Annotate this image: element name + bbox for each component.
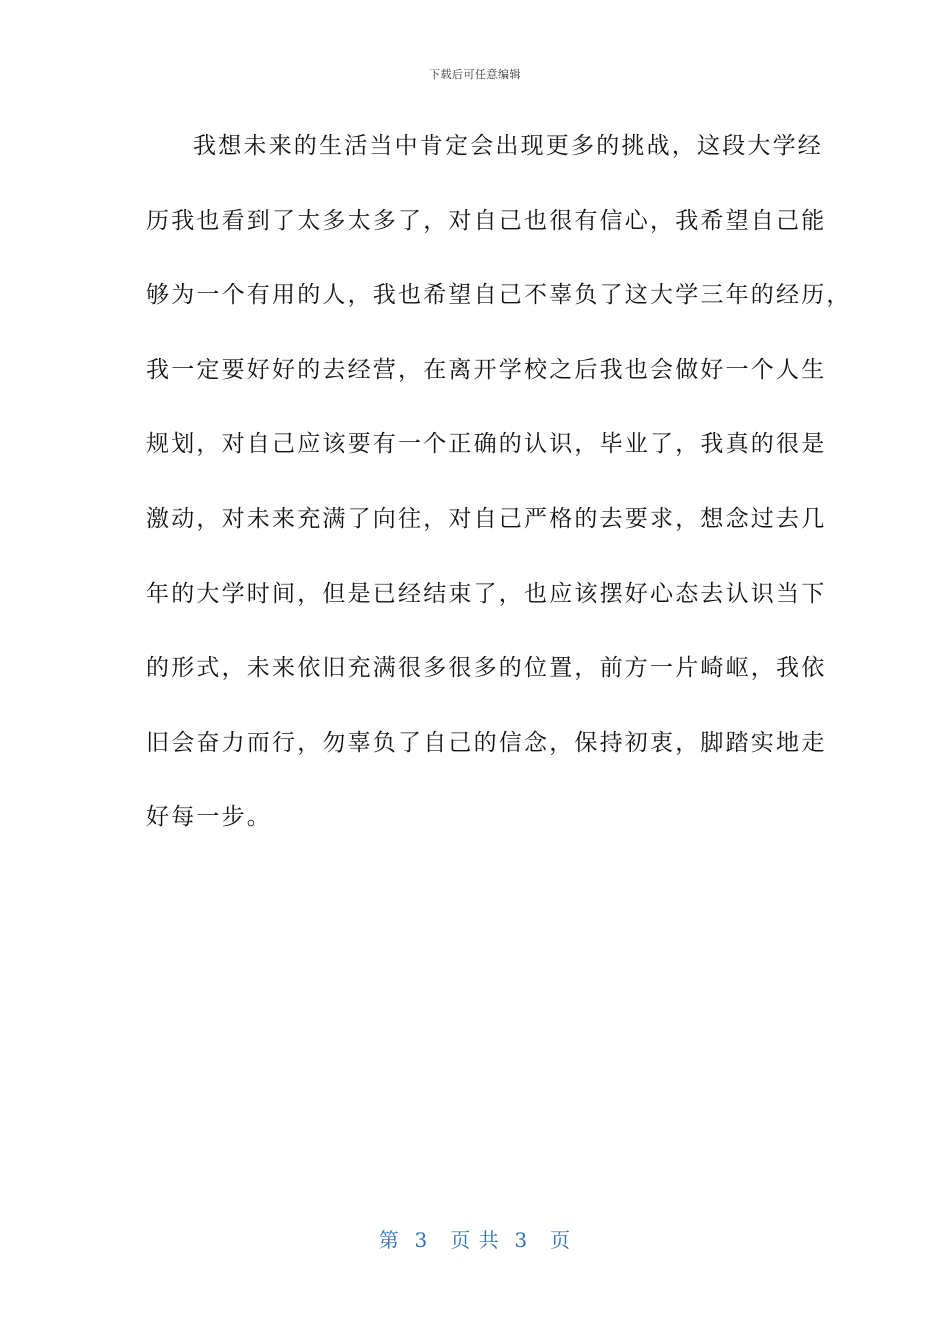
body-line: 历我也看到了太多太多了，对自己也很有信心，我希望自己能 (146, 207, 827, 234)
page-header: 下载后可任意编辑 (429, 68, 521, 81)
body-line: 好每一步。 (146, 804, 272, 831)
body-paragraph (146, 124, 852, 870)
page-number-footer: 第 3 页 共 3 页 (378, 1228, 572, 1252)
body-line: 的形式，未来依旧充满很多很多的位置，前方一片崎岖，我依 (146, 655, 827, 682)
body-line: 年的大学时间，但是已经结束了，也应该摆好心态去认识当下 (146, 580, 827, 607)
body-line: 够为一个有用的人，我也希望自己不辜负了这大学三年的经历， (146, 282, 852, 309)
body-line: 规划，对自己应该要有一个正确的认识，毕业了，我真的很是 (146, 431, 827, 458)
body-line: 激动，对未来充满了向往，对自己严格的去要求，想念过去几 (146, 505, 827, 532)
body-line: 旧会奋力而行，勿辜负了自己的信念，保持初衷，脚踏实地走 (146, 729, 827, 756)
body-line: 我一定要好好的去经营，在离开学校之后我也会做好一个人生 (146, 356, 827, 383)
body-line: 我想未来的生活当中肯定会出现更多的挑战，这段大学经 (193, 133, 823, 159)
